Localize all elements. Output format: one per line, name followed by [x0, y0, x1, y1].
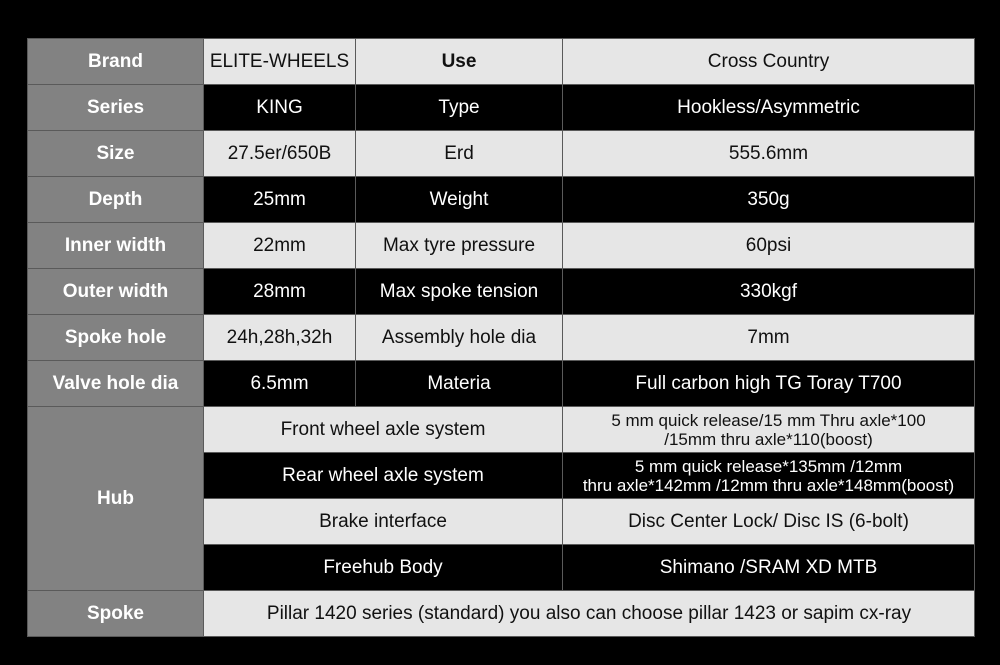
- max-tyre-pressure-label: Max tyre pressure: [356, 223, 563, 269]
- front-axle-value: [563, 407, 975, 453]
- table-row: [28, 315, 975, 361]
- type-label: Type: [356, 85, 563, 131]
- weight-label: Weight: [356, 177, 563, 223]
- series-value: KING: [204, 85, 356, 131]
- spoke-value: Pillar 1420 series (standard) you also can choose pillar 1423 or sapim cx-ray: [204, 591, 975, 637]
- max-tyre-pressure-value: 60psi: [563, 223, 975, 269]
- row-label-valve-hole-dia: Valve hole dia: [28, 361, 204, 407]
- table-row: [28, 39, 975, 85]
- table-row: [28, 85, 975, 131]
- valve-hole-dia-value: 6.5mm: [204, 361, 356, 407]
- row-label-hub: Hub: [28, 407, 204, 591]
- rear-axle-value: [563, 453, 975, 499]
- type-value: Hookless/Asymmetric: [563, 85, 975, 131]
- freehub-body-label: Freehub Body: [204, 545, 563, 591]
- assembly-hole-dia-label: Assembly hole dia: [356, 315, 563, 361]
- max-spoke-tension-value: 330kgf: [563, 269, 975, 315]
- row-label-brand: Brand: [28, 39, 204, 85]
- use-label: Use: [356, 39, 563, 85]
- table-row: [28, 269, 975, 315]
- depth-value: 25mm: [204, 177, 356, 223]
- table-row: [28, 591, 975, 637]
- erd-value: 555.6mm: [563, 131, 975, 177]
- row-label-spoke: Spoke: [28, 591, 204, 637]
- use-value: Cross Country: [563, 39, 975, 85]
- brand-value: ELITE-WHEELS: [204, 39, 356, 85]
- front-axle-value-line2: /15mm thru axle*110(boost): [664, 429, 873, 449]
- inner-width-value: 22mm: [204, 223, 356, 269]
- table-row: [28, 223, 975, 269]
- assembly-hole-dia-value: 7mm: [563, 315, 975, 361]
- weight-value: 350g: [563, 177, 975, 223]
- max-spoke-tension-label: Max spoke tension: [356, 269, 563, 315]
- brake-interface-label: Brake interface: [204, 499, 563, 545]
- materia-label: Materia: [356, 361, 563, 407]
- table-row: [28, 407, 975, 453]
- table-row: [28, 177, 975, 223]
- row-label-size: Size: [28, 131, 204, 177]
- rear-axle-value-line1: 5 mm quick release*135mm /12mm: [634, 456, 903, 476]
- erd-label: Erd: [356, 131, 563, 177]
- row-label-series: Series: [28, 85, 204, 131]
- rear-axle-label: Rear wheel axle system: [204, 453, 563, 499]
- spec-table: [27, 38, 975, 637]
- materia-value: Full carbon high TG Toray T700: [563, 361, 975, 407]
- front-axle-value-line1: 5 mm quick release/15 mm Thru axle*100: [611, 410, 926, 430]
- spoke-hole-value: 24h,28h,32h: [204, 315, 356, 361]
- rear-axle-value-line2: thru axle*142mm /12mm thru axle*148mm(boost): [582, 475, 955, 495]
- table-row: [28, 131, 975, 177]
- front-axle-label: Front wheel axle system: [204, 407, 563, 453]
- size-value: 27.5er/650B: [204, 131, 356, 177]
- table-row: [28, 361, 975, 407]
- brake-interface-value: Disc Center Lock/ Disc IS (6-bolt): [563, 499, 975, 545]
- row-label-depth: Depth: [28, 177, 204, 223]
- row-label-inner-width: Inner width: [28, 223, 204, 269]
- freehub-body-value: Shimano /SRAM XD MTB: [563, 545, 975, 591]
- row-label-outer-width: Outer width: [28, 269, 204, 315]
- outer-width-value: 28mm: [204, 269, 356, 315]
- row-label-spoke-hole: Spoke hole: [28, 315, 204, 361]
